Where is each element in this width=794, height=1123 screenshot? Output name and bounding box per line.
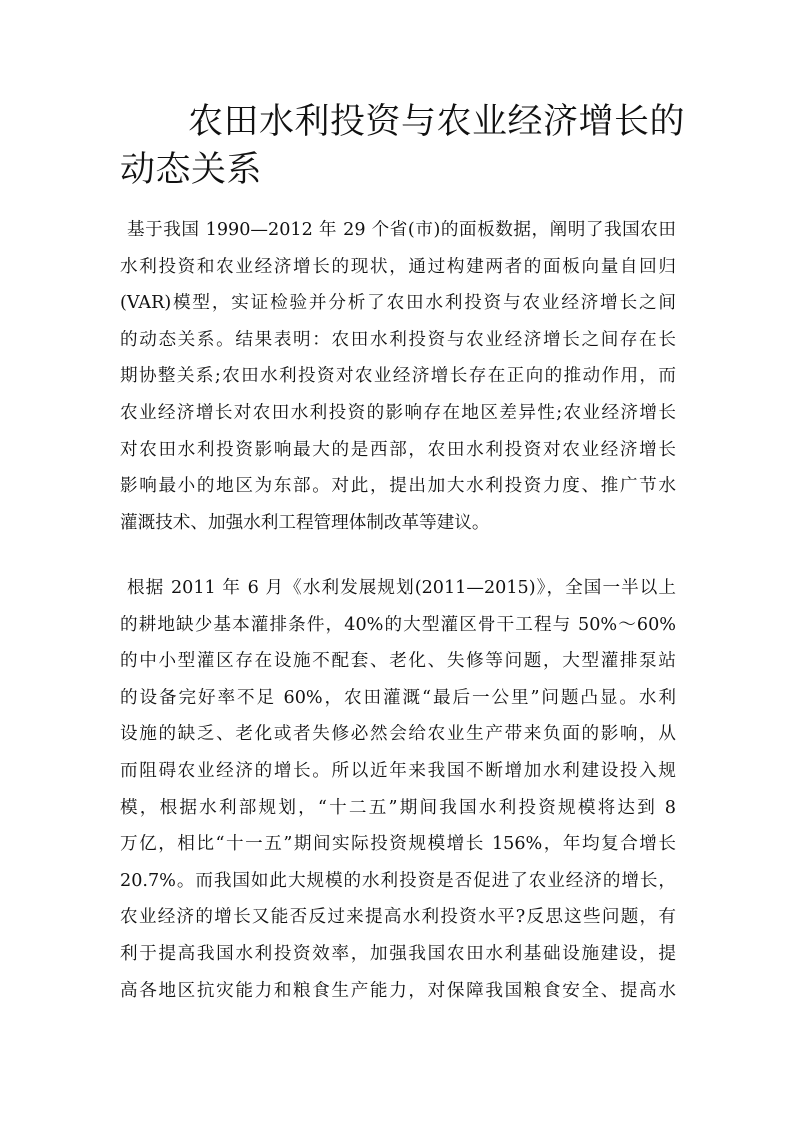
text-line: 基于我国 1990—2012 年 29 个省(市)的面板数据，阐明了我国农田 — [127, 220, 676, 240]
text-line: 农业经济增长对农田水利投资的影响存在地区差异性;农业经济增长 — [120, 402, 676, 423]
text-line: 根据 2011 年 6 月《水利发展规划(2011—2015)》，全国一半以上 — [127, 578, 676, 598]
text-line: 而阻碍农业经济的增长。所以近年来我国不断增加水利建设投入规 — [120, 760, 676, 781]
text-line: 万亿，相比“十一五”期间实际投资规模增长 156%，年均复合增长 — [120, 834, 676, 855]
text-line: 的动态关系。结果表明：农田水利投资与农业经济增长之间存在长 — [120, 329, 676, 350]
text-line: 对农田水利投资影响最大的是西部，农田水利投资对农业经济增长 — [120, 439, 676, 460]
text-line: 设施的缺乏、老化或者失修必然会给农业生产带来负面的影响，从 — [120, 724, 676, 745]
text-line: 模，根据水利部规划，“十二五”期间我国水利投资规模将达到 8 — [120, 797, 676, 818]
title-line-2: 动态关系 — [120, 150, 263, 190]
text-line: 灌溉技术、加强水利工程管理体制改革等建议。 — [120, 512, 490, 533]
text-line: 利于提高我国水利投资效率，加强我国农田水利基础设施建设，提 — [120, 943, 676, 964]
text-line: (VAR)模型，实证检验并分析了农田水利投资与农业经济增长之间 — [120, 293, 676, 314]
body-paragraph — [120, 570, 676, 1009]
title-line-1: 农田水利投资与农业经济增长的 — [188, 102, 686, 142]
text-line: 农业经济的增长又能否反过来提高水利投资水平?反思这些问题，有 — [120, 907, 676, 928]
text-line: 高各地区抗灾能力和粮食生产能力，对保障我国粮食安全、提高水 — [120, 980, 676, 1001]
text-line: 影响最小的地区为东部。对此，提出加大水利投资力度、推广节水 — [120, 476, 676, 497]
document-title — [120, 98, 686, 194]
text-line: 的中小型灌区存在设施不配套、老化、失修等问题，大型灌排泵站 — [120, 651, 676, 672]
text-line: 20.7%。而我国如此大规模的水利投资是否促进了农业经济的增长， — [120, 870, 676, 891]
text-line: 的设备完好率不足 60%，农田灌溉“最后一公里”问题凸显。水利 — [120, 687, 676, 708]
text-line: 期协整关系;农田水利投资对农业经济增长存在正向的推动作用，而 — [120, 366, 676, 387]
abstract-paragraph — [120, 212, 676, 541]
text-line: 水利投资和农业经济增长的现状，通过构建两者的面板向量自回归 — [120, 256, 676, 277]
text-line: 的耕地缺少基本灌排条件，40%的大型灌区骨干工程与 50%～60% — [120, 614, 676, 635]
